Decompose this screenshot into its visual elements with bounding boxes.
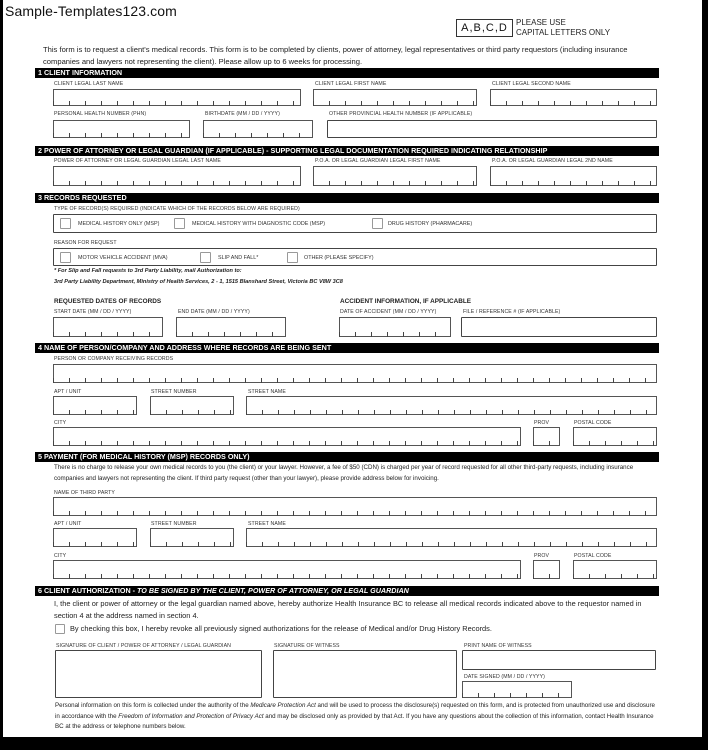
city-label-s4: CITY — [54, 420, 67, 426]
authorization-text: I, the client or power of attorney or the legal guardian named above, hereby authorize Health Insurance BC to release all medical records indicated above to the requestor named in section 4 at the address named in section 4. — [54, 599, 642, 620]
prov-input-s4[interactable] — [533, 427, 560, 446]
other-phn-input[interactable] — [327, 120, 657, 138]
postal-input-s5[interactable] — [573, 560, 657, 579]
poa-second-name-label: P.O.A. OR LEGAL GUARDIAN LEGAL 2ND NAME — [492, 158, 613, 164]
third-party-name-label: NAME OF THIRD PARTY — [54, 490, 115, 496]
other-reason-checkbox[interactable] — [287, 252, 298, 263]
street-number-label-s4: STREET NUMBER — [151, 389, 197, 395]
client-second-name-label: CLIENT LEGAL SECOND NAME — [492, 81, 571, 87]
requested-dates-heading: REQUESTED DATES OF RECORDS — [54, 298, 162, 305]
poa-last-name-input[interactable] — [53, 166, 301, 186]
section-3-header: 3 RECORDS REQUESTED — [35, 193, 659, 203]
phn-label: PERSONAL HEALTH NUMBER (PHN) — [54, 111, 147, 117]
street-number-input-s5[interactable] — [150, 528, 234, 547]
prov-label-s4: PROV — [534, 420, 550, 426]
start-date-label: START DATE (MM / DD / YYYY) — [54, 309, 132, 315]
reason-group — [53, 248, 657, 266]
city-input-s4[interactable] — [53, 427, 521, 446]
section-2-header: 2 POWER OF ATTORNEY OR LEGAL GUARDIAN (IF APPLICABLE) - SUPPORTING LEGAL DOCUMENTATION REQUIRED INDICATING RELATIONSHIP — [35, 146, 659, 156]
apt-label-s4: APT / UNIT — [54, 389, 82, 395]
phn-input[interactable] — [53, 120, 190, 138]
medical-history-diagnostic-checkbox[interactable] — [174, 218, 185, 229]
client-second-name-input[interactable] — [490, 89, 657, 106]
street-name-input-s4[interactable] — [246, 396, 657, 415]
witness-signature-label: SIGNATURE OF WITNESS — [274, 643, 340, 649]
capital-letters-example: A,B,C,D — [456, 19, 513, 37]
reason-label: REASON FOR REQUEST — [54, 240, 117, 246]
file-reference-label: FILE / REFERENCE # (IF APPLICABLE) — [463, 309, 561, 315]
slip-fall-note: * For Slip and Fall requests to 3rd Party Liability, mail Authorization to: — [54, 268, 242, 274]
city-label-s5: CITY — [54, 553, 67, 559]
record-type-label: TYPE OF RECORD(S) REQUIRED (INDICATE WHICH OF THE RECORDS BELOW ARE REQUIRED) — [54, 206, 300, 212]
accident-date-input[interactable] — [339, 317, 451, 337]
client-last-name-input[interactable] — [53, 89, 301, 106]
mva-checkbox[interactable] — [60, 252, 71, 263]
section-5-header: 5 PAYMENT (FOR MEDICAL HISTORY (MSP) RECORDS ONLY) — [35, 452, 659, 462]
client-first-name-label: CLIENT LEGAL FIRST NAME — [315, 81, 387, 87]
slip-and-fall-checkbox[interactable] — [200, 252, 211, 263]
poa-first-name-label: P.O.A. OR LEGAL GUARDIAN LEGAL FIRST NAME — [315, 158, 441, 164]
client-signature-input[interactable] — [55, 650, 262, 698]
file-reference-input[interactable] — [461, 317, 657, 337]
street-name-input-s5[interactable] — [246, 528, 657, 547]
poa-second-name-input[interactable] — [490, 166, 657, 186]
prov-input-s5[interactable] — [533, 560, 560, 579]
client-first-name-input[interactable] — [313, 89, 477, 106]
city-input-s5[interactable] — [53, 560, 521, 579]
birthdate-input[interactable] — [203, 120, 313, 138]
slip-and-fall-label: SLIP AND FALL* — [218, 255, 259, 261]
recipient-input[interactable] — [53, 364, 657, 383]
postal-input-s4[interactable] — [573, 427, 657, 446]
capital-letters-notice: PLEASE USE CAPITAL LETTERS ONLY — [516, 18, 611, 37]
client-last-name-label: CLIENT LEGAL LAST NAME — [54, 81, 124, 87]
form-page — [3, 0, 702, 737]
other-reason-label: OTHER (PLEASE SPECIFY) — [304, 255, 374, 261]
apt-input-s5[interactable] — [53, 528, 137, 547]
postal-label-s5: POSTAL CODE — [574, 553, 612, 559]
street-name-label-s5: STREET NAME — [248, 521, 286, 527]
end-date-input[interactable] — [176, 317, 286, 337]
street-number-label-s5: STREET NUMBER — [151, 521, 197, 527]
section-6-header: 6 CLIENT AUTHORIZATION - TO BE SIGNED BY THE CLIENT, POWER OF ATTORNEY, OR LEGAL GUARDIAN — [35, 586, 659, 596]
section-4-header: 4 NAME OF PERSON/COMPANY AND ADDRESS WHERE RECORDS ARE BEING SENT — [35, 343, 659, 353]
start-date-input[interactable] — [53, 317, 163, 337]
intro-text: This form is to request a client's medical records. This form is to be completed by clients, power of attorney, legal representatives or third party requestors (including insurance companies and lawyers not representing the client). Please allow up to 6 weeks for processing. — [43, 45, 628, 66]
mva-label: MOTOR VEHICLE ACCIDENT (MVA) — [78, 255, 168, 261]
drug-history-checkbox[interactable] — [372, 218, 383, 229]
date-signed-input[interactable] — [462, 681, 572, 698]
accident-date-label: DATE OF ACCIDENT (MM / DD / YYYY) — [340, 309, 437, 315]
revoke-text: By checking this box, I hereby revoke all previously signed authorizations for the release of Medical and/or Drug History Records. — [70, 624, 492, 633]
client-signature-label: SIGNATURE OF CLIENT / POWER OF ATTORNEY / LEGAL GUARDIAN — [56, 643, 231, 649]
street-number-input-s4[interactable] — [150, 396, 234, 415]
recipient-label: PERSON OR COMPANY RECEIVING RECORDS — [54, 356, 174, 362]
date-signed-label: DATE SIGNED (MM / DD / YYYY) — [464, 674, 546, 680]
payment-text: There is no charge to release your own medical records to you (the client) or your lawyer. However, a fee of $50 (CDN) is charged per year of record requested for all other third-party requests, including insurance companies and lawyers not representing the client. If third party request (other than your lawyer), please provide address below for invoicing. — [54, 464, 634, 482]
birthdate-label: BIRTHDATE (MM / DD / YYYY) — [205, 111, 280, 117]
third-party-address: 3rd Party Liability Department, Ministry of Health Services, 2 - 1, 1515 Blanshard Street, Victoria BC V8W 3C8 — [54, 279, 343, 285]
poa-first-name-input[interactable] — [313, 166, 477, 186]
end-date-label: END DATE (MM / DD / YYYY) — [178, 309, 250, 315]
revoke-checkbox[interactable] — [55, 624, 65, 634]
postal-label-s4: POSTAL CODE — [574, 420, 612, 426]
other-phn-label: OTHER PROVINCIAL HEALTH NUMBER (IF APPLICABLE) — [329, 111, 473, 117]
apt-input-s4[interactable] — [53, 396, 137, 415]
street-name-label-s4: STREET NAME — [248, 389, 286, 395]
poa-last-name-label: POWER OF ATTORNEY OR LEGAL GUARDIAN LEGAL LAST NAME — [54, 158, 221, 164]
watermark: Sample-Templates123.com — [5, 3, 177, 19]
record-type-group — [53, 214, 657, 233]
witness-name-label: PRINT NAME OF WITNESS — [464, 643, 532, 649]
prov-label-s5: PROV — [534, 553, 550, 559]
witness-name-input[interactable] — [462, 650, 656, 670]
accident-info-heading: ACCIDENT INFORMATION, IF APPLICABLE — [340, 298, 472, 305]
witness-signature-input[interactable] — [273, 650, 457, 698]
privacy-notice: Personal information on this form is collected under the authority of the Medicare Protection Act and will be used to process the disclosure(s) requested on this form, and is protected from unauthorized use and disclosure in accordance with the Freedom of Information and Protection of Privacy Act and may be disclosed only as provided by that Act. If you have any questions about the collection of this information, contact Health Insurance BC at the address or telephone numbers below. — [55, 702, 655, 730]
medical-history-only-checkbox[interactable] — [60, 218, 71, 229]
medical-history-only-label: MEDICAL HISTORY ONLY (MSP) — [78, 221, 160, 227]
third-party-name-input[interactable] — [53, 497, 657, 516]
medical-history-diagnostic-label: MEDICAL HISTORY WITH DIAGNOSTIC CODE (MSP) — [192, 221, 326, 227]
apt-label-s5: APT / UNIT — [54, 521, 82, 527]
drug-history-label: DRUG HISTORY (PHARMACARE) — [388, 221, 473, 227]
section-1-header: 1 CLIENT INFORMATION — [35, 68, 659, 78]
